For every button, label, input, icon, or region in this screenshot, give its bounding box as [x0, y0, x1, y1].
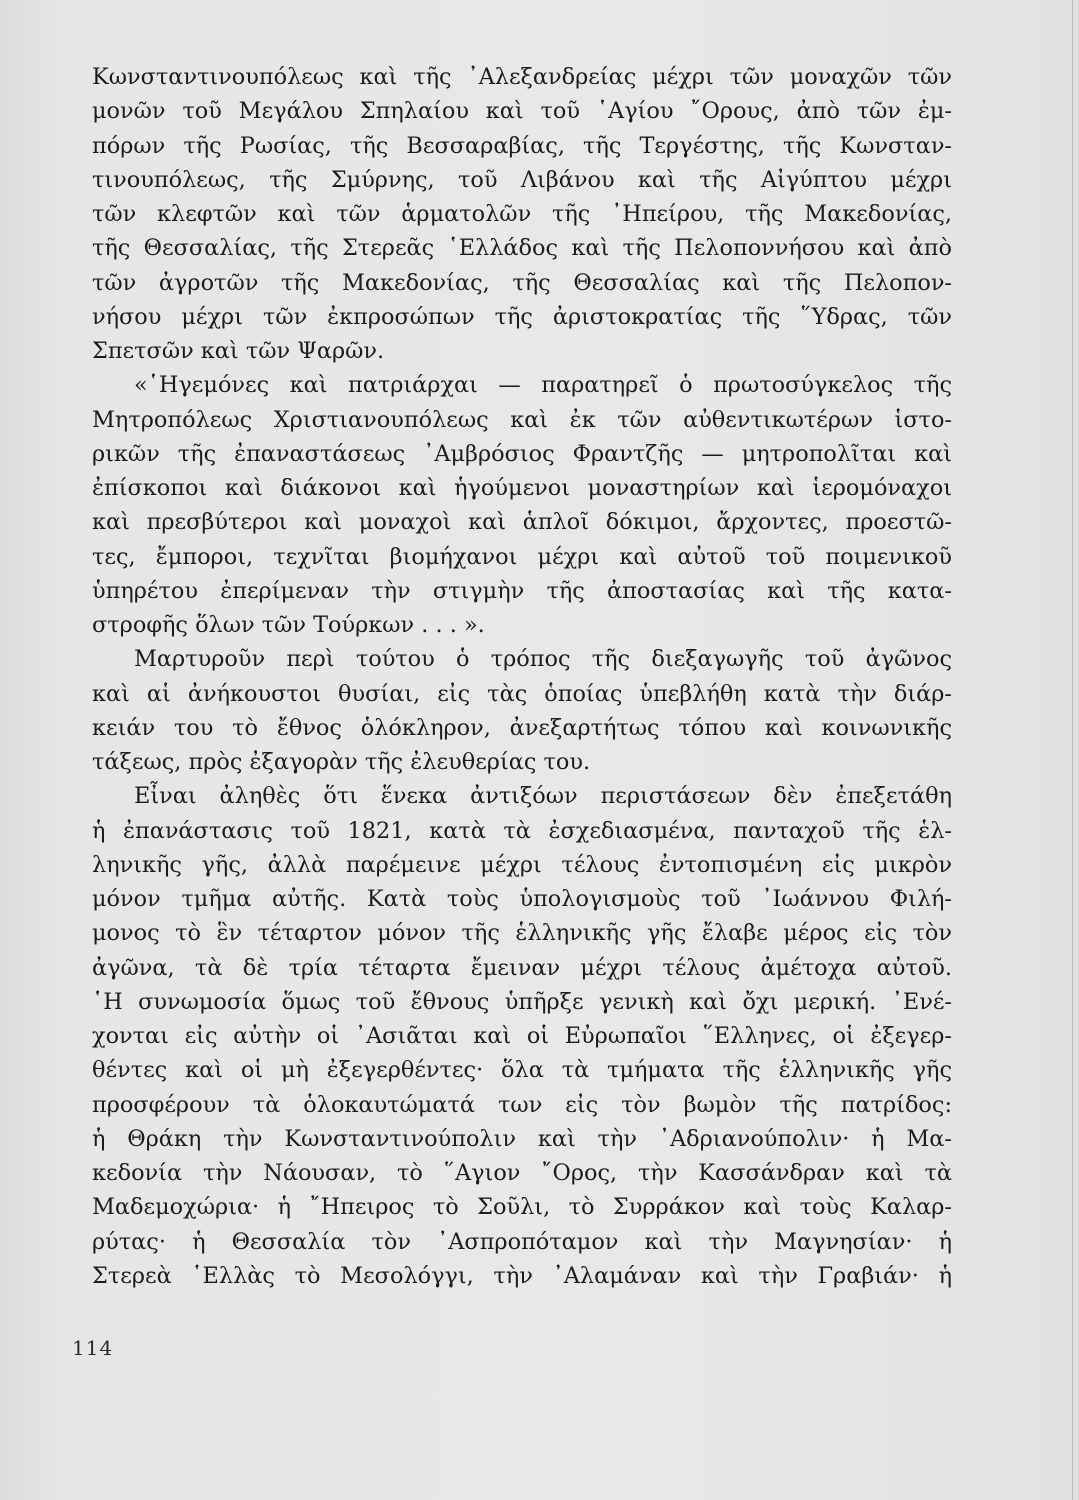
- text-line: τες, ἔμποροι, τεχνῖται βιομήχανοι μέχρι καὶ αὐτοῦ τοῦ ποιμενικοῦ: [92, 543, 952, 570]
- text-line: μονῶν τοῦ Μεγάλου Σπηλαίου καὶ τοῦ ῾Αγίου ῎Ορους, ἀπὸ τῶν ἐμ-: [92, 98, 952, 125]
- text-line: Μητροπόλεως Χριστιανουπόλεως καὶ ἐκ τῶν αὐθεντικωτέρων ἱστο-: [92, 406, 952, 433]
- text-line: μόνον τμῆμα αὐτῆς. Κατὰ τοὺς ὑπολογισμοὺς τοῦ ᾿Ιωάννου Φιλή-: [92, 886, 952, 912]
- text-line: κεδονία τὴν Νάουσαν, τὸ ῞Αγιον ῎Ορος, τὴν Κασσάνδραν καὶ τὰ: [92, 1160, 952, 1186]
- text-line: ληνικῆς γῆς, ἀλλὰ παρέμεινε μέχρι τέλους ἐντοπισμένη εἰς μικρὸν: [92, 851, 952, 878]
- text-line: Κωνσταντινουπόλεως καὶ τῆς ᾿Αλεξανδρείας μέχρι τῶν μοναχῶν τῶν: [92, 64, 952, 90]
- body-text: [92, 60, 952, 1293]
- text-line: Σπετσῶν καὶ τῶν Ψαρῶν.: [92, 338, 385, 364]
- text-line: μονος τὸ ἓν τέταρτον μόνον τῆς ἑλληνικῆς γῆς ἔλαβε μέρος εἰς τὸν: [92, 920, 952, 947]
- text-line: ἡ Θράκη τὴν Κωνσταντινούπολιν καὶ τὴν ᾿Αδριανούπολιν· ἡ Μα-: [92, 1125, 952, 1152]
- text-line: ἀγῶνα, τὰ δὲ τρία τέταρτα ἔμειναν μέχρι τέλους ἀμέτοχα αὐτοῦ.: [92, 954, 952, 981]
- text-line: πόρων τῆς Ρωσίας, τῆς Βεσσαραβίας, τῆς Τεργέστης, τῆς Κωνσταν-: [92, 132, 952, 159]
- text-line: τινουπόλεως, τῆς Σμύρνης, τοῦ Λιβάνου καὶ τῆς Αἰγύπτου μέχρι: [92, 166, 952, 193]
- text-line: «῾Ηγεμόνες καὶ πατριάρχαι — παρατηρεῖ ὁ πρωτοσύγκελος τῆς: [134, 372, 952, 399]
- text-line: καὶ αἱ ἀνήκουστοι θυσίαι, εἰς τὰς ὁποίας ὑπεβλήθη κατὰ τὴν διάρ-: [92, 680, 952, 707]
- text-line: κειάν του τὸ ἔθνος ὁλόκληρον, ἀνεξαρτήτως τόπου καὶ κοινωνικῆς: [92, 714, 952, 741]
- text-line: στροφῆς ὅλων τῶν Τούρκων . . . ».: [92, 612, 485, 638]
- text-line: θέντες καὶ οἱ μὴ ἐξεγερθέντες· ὅλα τὰ τμήματα τῆς ἑλληνικῆς γῆς: [92, 1057, 952, 1084]
- text-line: Στερεὰ ῾Ελλὰς τὸ Μεσολόγγι, τὴν ᾿Αλαμάναν καὶ τὴν Γραβιάν· ἡ: [92, 1262, 952, 1289]
- page-edge: [1072, 0, 1073, 1500]
- text-line: προσφέρουν τὰ ὁλοκαυτώματά των εἰς τὸν βωμὸν τῆς πατρίδος:: [92, 1091, 952, 1118]
- text-line: τῆς Θεσσαλίας, τῆς Στερεᾶς ῾Ελλάδος καὶ τῆς Πελοποννήσου καὶ ἀπὸ: [92, 235, 952, 262]
- text-line: ρύτας· ἡ Θεσσαλία τὸν ᾿Ασπροπόταμον καὶ τὴν Μαγνησίαν· ἡ: [92, 1228, 952, 1255]
- text-line: τῶν ἀγροτῶν τῆς Μακεδονίας, τῆς Θεσσαλίας καὶ τῆς Πελοπον-: [92, 269, 952, 296]
- text-line: ρικῶν τῆς ἐπαναστάσεως ᾿Αμβρόσιος Φραντζῆς — μητροπολῖται καὶ: [92, 440, 952, 467]
- text-line: νήσου μέχρι τῶν ἐκπροσώπων τῆς ἀριστοκρατίας τῆς ῞Υδρας, τῶν: [92, 303, 952, 330]
- page-number: 114: [72, 1336, 114, 1360]
- text-line: ὑπηρέτου ἐπερίμεναν τὴν στιγμὴν τῆς ἀποστασίας καὶ τῆς κατα-: [92, 577, 952, 604]
- text-line: Μαδεμοχώρια· ἡ ῎Ηπειρος τὸ Σοῦλι, τὸ Συρράκον καὶ τοὺς Καλαρ-: [92, 1194, 952, 1221]
- text-line: Εἶναι ἀληθὲς ὅτι ἕνεκα ἀντιξόων περιστάσεων δὲν ἐπεξετάθη: [134, 783, 952, 810]
- text-line: τῶν κλεφτῶν καὶ τῶν ἁρματολῶν τῆς ᾿Ηπείρου, τῆς Μακεδονίας,: [92, 201, 952, 227]
- text-line: καὶ πρεσβύτεροι καὶ μοναχοὶ καὶ ἁπλοῖ δόκιμοι, ἄρχοντες, προεστῶ-: [92, 509, 952, 536]
- text-line: ἡ ἐπανάστασις τοῦ 1821, κατὰ τὰ ἐσχεδιασμένα, πανταχοῦ τῆς ἑλ-: [92, 817, 952, 844]
- text-line: ἐπίσκοποι καὶ διάκονοι καὶ ἡγούμενοι μοναστηρίων καὶ ἱερομόναχοι: [92, 475, 952, 501]
- text-line: ῾Η συνωμοσία ὅμως τοῦ ἔθνους ὑπῆρξε γενικὴ καὶ ὄχι μερική. ᾿Ενέ-: [92, 988, 952, 1015]
- text-line: τάξεως, πρὸς ἐξαγορὰν τῆς ἐλευθερίας του.: [92, 749, 591, 775]
- text-line: χονται εἰς αὐτὴν οἱ ᾿Ασιᾶται καὶ οἱ Εὐρωπαῖοι ῞Ελληνες, οἱ ἐξεγερ-: [92, 1023, 952, 1049]
- text-line: Μαρτυροῦν περὶ τούτου ὁ τρόπος τῆς διεξαγωγῆς τοῦ ἀγῶνος: [134, 646, 952, 673]
